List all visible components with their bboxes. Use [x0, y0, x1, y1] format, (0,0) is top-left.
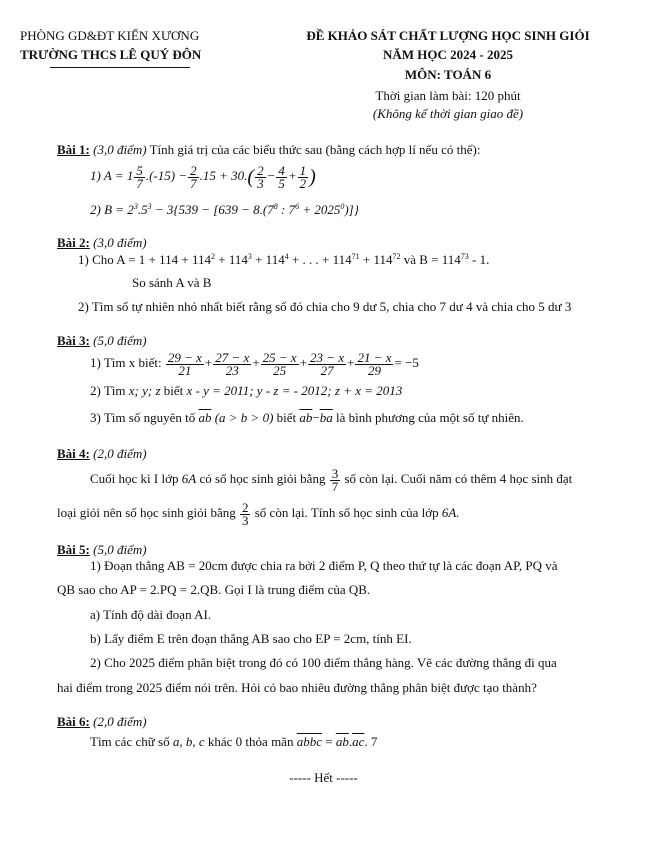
numerator: 2 — [241, 499, 249, 515]
denominator: 3 — [257, 175, 264, 191]
exponent: 2 — [210, 252, 215, 261]
expr-text: B = 2 — [104, 202, 134, 217]
denominator: 3 — [241, 512, 249, 528]
denominator: 21 — [178, 362, 192, 378]
numerator: 2 — [190, 162, 197, 178]
exponent: 0 — [340, 202, 345, 211]
problem-3-label: Bài 3: — [57, 333, 90, 348]
operator: − — [312, 410, 320, 425]
numerator: 27 − x — [215, 349, 250, 365]
exponent: 3 — [247, 252, 252, 261]
problem-4-points: (2,0 điểm) — [93, 446, 147, 461]
problem-5-line-4: hai điểm trong 2025 điểm nói trên. Hỏi có bao nhiêu đường thẳng phân biệt được tạo thành? — [57, 680, 537, 695]
fraction — [355, 349, 393, 378]
expr-text: 3) Tìm số nguyên tố — [90, 410, 196, 425]
fraction — [166, 349, 204, 378]
problem-5-line-2: QB sao cho AP = 2.PQ = 2.QB. Gọi I là trung điểm của QB. — [57, 582, 371, 597]
school-year: NĂM HỌC 2024 - 2025 — [383, 47, 513, 62]
end-marker: ----- Hết ----- — [289, 770, 358, 785]
fraction — [261, 349, 299, 378]
numerator: 25 − x — [262, 349, 297, 365]
fraction — [298, 162, 309, 191]
denominator: 5 — [278, 175, 285, 191]
denominator: 25 — [273, 362, 287, 378]
text: loại giỏi nên số học sinh giỏi bằng — [57, 505, 236, 520]
exponent: 8 — [273, 202, 278, 211]
denominator: 7 — [190, 175, 197, 191]
expr-text: )]} — [344, 202, 359, 217]
school-name: TRƯỜNG THCS LÊ QUÝ ĐÔN — [20, 47, 202, 62]
class-name: 6A — [181, 471, 197, 486]
numerator: 1 — [299, 162, 307, 178]
operator: + — [287, 168, 297, 183]
department-name: PHÒNG GD&ĐT KIẾN XƯƠNG — [20, 28, 200, 43]
expr-text: .15 + 30. — [199, 168, 248, 183]
expr-text: : 7 — [277, 202, 296, 217]
problem-5-line-1: 1) Đoạn thẳng AB = 20cm được chia ra bởi 2 điểm P, Q theo thứ tự là các đoạn AP, PQ và — [90, 558, 558, 573]
exponent: 6 — [295, 202, 300, 211]
expr-text: A = 1 — [103, 168, 134, 183]
problem-2-label: Bài 2: — [57, 235, 90, 250]
numerator: 21 − x — [357, 349, 392, 365]
operator: = — [325, 734, 333, 749]
denominator: 27 — [320, 362, 334, 378]
problem-3-points: (5,0 điểm) — [93, 333, 147, 348]
problem-5-header — [57, 542, 147, 558]
numerator: 23 − x — [310, 349, 345, 365]
operator: + — [204, 355, 213, 370]
expr-text: biết — [160, 383, 187, 398]
fraction — [308, 349, 346, 378]
overline-number: $\overline{ba}$ — [319, 410, 333, 425]
expr-text: 1) Cho A = 1 + 114 + 114 — [78, 252, 211, 267]
denominator: 29 — [367, 362, 381, 378]
numerator: 2 — [257, 162, 264, 178]
exam-title: ĐỀ KHẢO SÁT CHẤT LƯỢNG HỌC SINH GIỎI — [306, 28, 590, 43]
overline-number: $\overline{ac}$ — [352, 734, 365, 749]
text: Tìm các chữ số — [90, 734, 170, 749]
condition: (a > b > 0) — [214, 410, 274, 425]
problem-4-line-1 — [90, 462, 572, 496]
overline-number: abbc — [296, 734, 322, 749]
expr-text: và B = 114 — [400, 252, 461, 267]
denominator: 2 — [299, 175, 307, 191]
variables: a, b, c — [172, 734, 205, 749]
text: số còn lại. Tính số học sinh của lớp — [254, 505, 439, 520]
problem-5-part-b: b) Lấy điểm E trên đoạn thẳng AB sao cho EP = 2cm, tính EI. — [90, 631, 412, 646]
problem-2-compare: So sánh A và B — [132, 275, 212, 290]
expr-text: 1) Tìm x biết: — [90, 355, 162, 370]
exponent: 73 — [460, 252, 469, 261]
problem-3-part-2 — [90, 383, 402, 399]
variables: x; y; z — [128, 383, 161, 398]
expr-text: + 114 — [214, 252, 248, 267]
denominator: 7 — [136, 175, 143, 191]
time-limit: Thời gian làm bài: 120 phút — [375, 88, 521, 103]
problem-1-part-1 — [90, 159, 316, 194]
problem-2-part-1 — [78, 252, 489, 268]
operator: + — [252, 355, 260, 370]
problem-5-part-a: a) Tính độ dài đoạn AI. — [90, 607, 212, 622]
problem-6-header — [57, 714, 147, 730]
expr-text: .5 — [137, 202, 148, 217]
problem-4-line-2 — [57, 496, 460, 530]
problem-5-points: (5,0 điểm) — [93, 542, 147, 557]
operator: . — [348, 734, 353, 749]
numerator: 3 — [331, 465, 339, 481]
fraction — [276, 162, 287, 191]
problem-1-intro: Tính giá trị của các biểu thức sau (bằng cách hợp lí nếu có thể): — [149, 142, 481, 157]
expr-text: - 1. — [468, 252, 490, 267]
problem-5-label: Bài 5: — [57, 542, 90, 557]
problem-4-label: Bài 4: — [57, 446, 90, 461]
text: khác 0 thỏa mãn — [207, 734, 294, 749]
text: có số học sinh giỏi bằng — [199, 471, 326, 486]
expr-text: là bình phương của một số tự nhiên. — [336, 410, 524, 425]
problem-6-points: (2,0 điểm) — [93, 714, 147, 729]
paren: ) — [309, 166, 316, 189]
class-name: 6A. — [441, 505, 460, 520]
exponent: 3 — [133, 202, 138, 211]
operator: − — [266, 168, 276, 183]
equations: x - y = 2011; y - z = - 2012; z + x = 2013 — [186, 383, 403, 398]
expr-text: + 114 — [251, 252, 285, 267]
text: số còn lại. Cuối năm có thêm 4 học sinh đạt — [344, 471, 573, 486]
exponent: 3 — [147, 202, 152, 211]
problem-4-header — [57, 446, 147, 462]
fraction — [188, 162, 199, 191]
part-number: 1) — [90, 168, 101, 183]
paren: ( — [247, 166, 255, 189]
denominator: 7 — [331, 478, 339, 494]
problem-1-header — [57, 142, 480, 158]
fraction — [134, 162, 145, 191]
fraction — [330, 465, 341, 494]
expr-text: 2) Tìm — [90, 383, 129, 398]
problem-1-points: (3,0 điểm) — [93, 142, 147, 157]
problem-5-line-3: 2) Cho 2025 điểm phân biệt trong đó có 100 điểm thẳng hàng. Vẽ các đường thẳng đi qua — [90, 655, 557, 670]
operator: + — [347, 355, 355, 370]
expr-text: + 114 — [359, 252, 393, 267]
problem-6-text — [90, 734, 377, 750]
part-number: 2) — [90, 202, 101, 217]
denominator: 23 — [225, 362, 239, 378]
expr-text: biết — [276, 410, 297, 425]
fraction — [255, 162, 266, 191]
text: . 7 — [364, 734, 378, 749]
numerator: 5 — [136, 162, 143, 178]
problem-1-part-2 — [90, 200, 359, 220]
expr-text: .(-15) − — [145, 168, 188, 183]
expr-text: − 3{539 − [639 − 8.(7 — [151, 202, 274, 217]
problem-2-part-2: 2) Tìm số tự nhiên nhỏ nhất biết rằng số đó chia cho 9 dư 5, chia cho 7 dư 4 và chia cho 5 dư 3 — [78, 299, 572, 314]
header-underline — [50, 67, 190, 68]
numerator: 29 − x — [167, 349, 202, 365]
subject: MÔN: TOÁN 6 — [404, 67, 492, 82]
time-note: (Không kể thời gian giao đề) — [372, 106, 524, 121]
problem-1-label: Bài 1: — [57, 142, 90, 157]
overline-number: $\overline{ab}$ — [198, 410, 212, 425]
expr-text: + 2025 — [299, 202, 341, 217]
expr-text: + . . . + 114 — [288, 252, 352, 267]
problem-6-label: Bài 6: — [57, 714, 90, 729]
expr-text: = −5 — [394, 355, 419, 370]
overline-number: $\overline{ab}$ — [335, 734, 349, 749]
exponent: 4 — [284, 252, 289, 261]
exponent: 72 — [392, 252, 401, 261]
overline-number: $\overline{ab}$ — [299, 410, 313, 425]
fraction — [213, 349, 251, 378]
problem-2-header — [57, 235, 147, 251]
fraction — [240, 499, 251, 528]
exponent: 71 — [351, 252, 360, 261]
numerator: 4 — [278, 162, 285, 178]
operator: + — [299, 355, 308, 370]
text: Cuối học kì I lớp — [90, 471, 179, 486]
problem-3-part-1 — [90, 346, 419, 380]
problem-3-part-3 — [90, 410, 524, 426]
problem-2-points: (3,0 điểm) — [93, 235, 147, 250]
